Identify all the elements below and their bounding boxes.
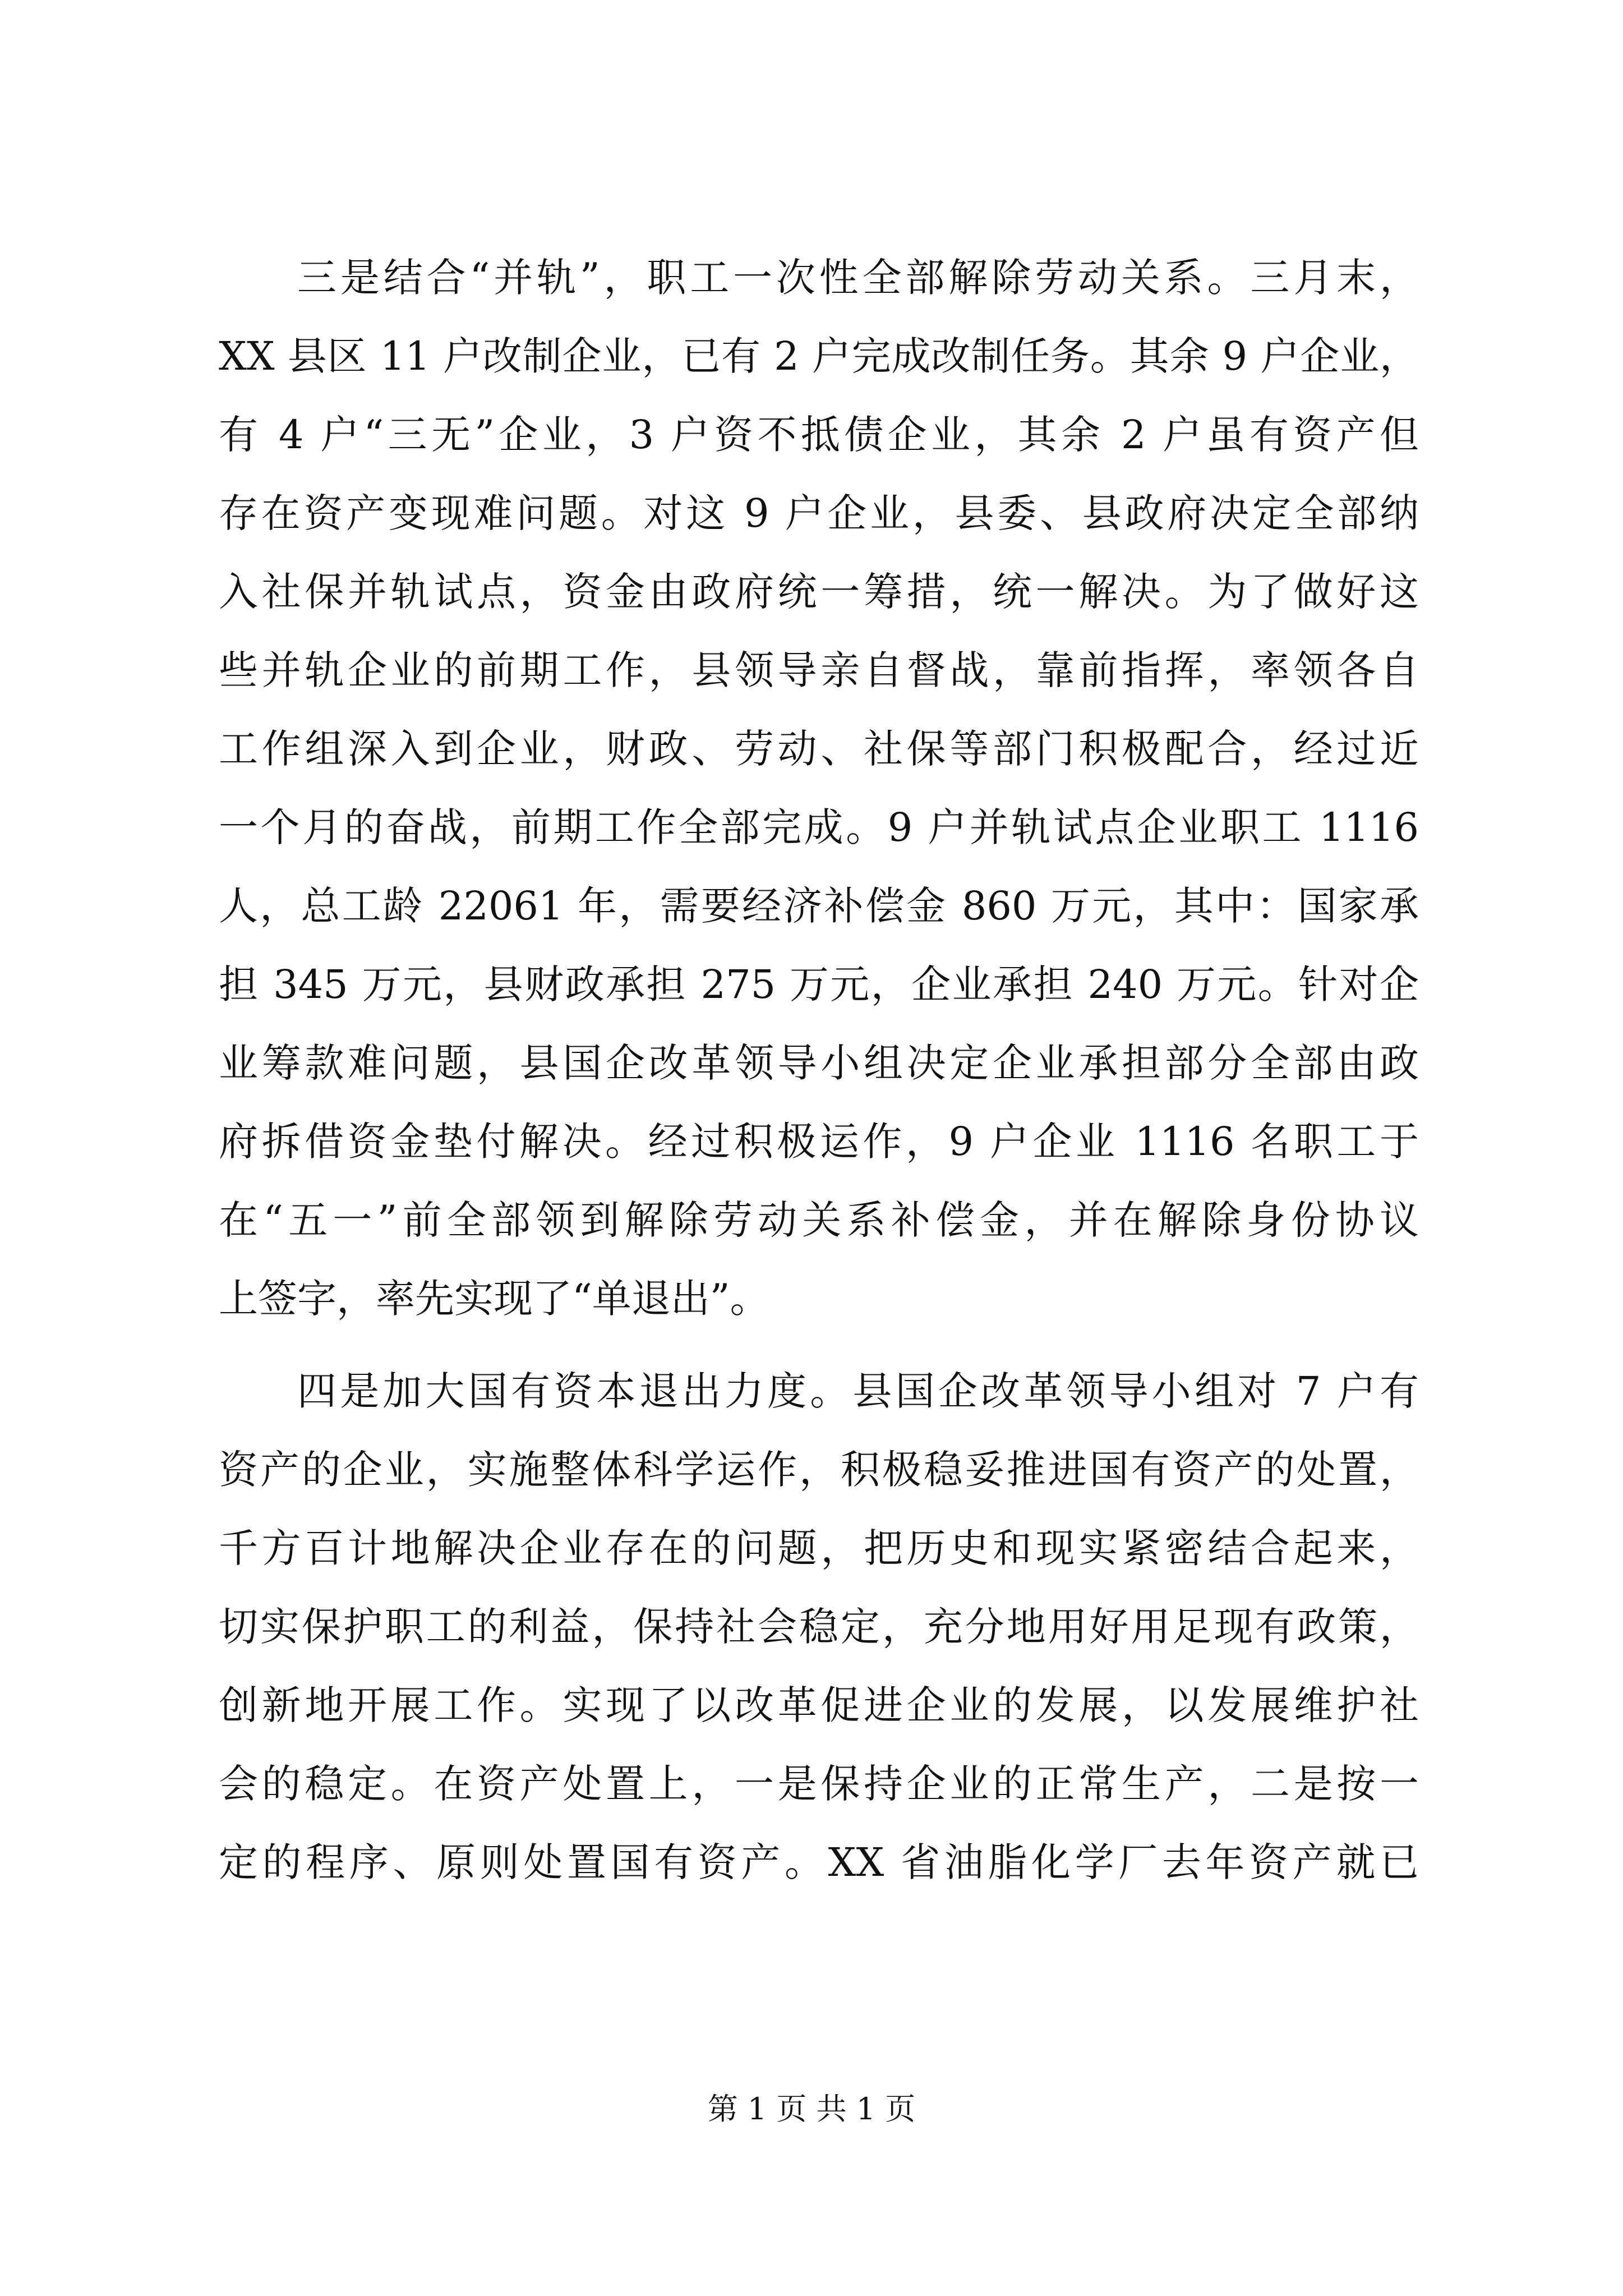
text-line: 业筹款难问题，县国企改革领导小组决定企业承担部分全部由政: [219, 1040, 1419, 1086]
text-line: 定的程序、原则处置国有资产。XX 省油脂化学厂去年资产就已: [219, 1839, 1419, 1885]
text-line: 三是结合“并轨”，职工一次性全部解除劳动关系。三月末，: [297, 255, 1419, 301]
text-line: 千方百计地解决企业存在的问题，把历史和现实紧密结合起来，: [219, 1525, 1419, 1571]
text-line: 存在资产变现难问题。对这 9 户企业，县委、县政府决定全部纳: [219, 490, 1419, 536]
text-line: 人，总工龄 22061 年，需要经济补偿金 860 万元，其中：国家承: [219, 883, 1419, 929]
text-line: 切实保护职工的利益，保持社会稳定，充分地用好用足现有政策，: [219, 1604, 1419, 1650]
text-line: 担 345 万元，县财政承担 275 万元，企业承担 240 万元。针对企: [219, 961, 1419, 1007]
text-line: 一个月的奋战，前期工作全部完成。9 户并轨试点企业职工 1116: [219, 804, 1419, 850]
text-line: 会的稳定。在资产处置上，一是保持企业的正常生产，二是按一: [219, 1761, 1419, 1807]
text-line: 些并轨企业的前期工作，县领导亲自督战，靠前指挥，率领各自: [219, 647, 1419, 693]
text-line: XX 县区 11 户改制企业，已有 2 户完成改制任务。其余 9 户企业，: [219, 333, 1419, 379]
page-footer: 第 1 页 共 1 页: [707, 2091, 916, 2127]
text-line: 四是加大国有资本退出力度。县国企改革领导小组对 7 户有: [297, 1368, 1419, 1414]
text-line: 上签字，率先实现了“单退出”。: [219, 1276, 769, 1322]
text-line: 有 4 户“三无”企业，3 户资不抵债企业，其余 2 户虽有资产但: [219, 412, 1419, 458]
text-line: 府拆借资金垫付解决。经过积极运作，9 户企业 1116 名职工于: [219, 1119, 1419, 1165]
text-line: 工作组深入到企业，财政、劳动、社保等部门积极配合，经过近: [219, 726, 1419, 772]
text-line: 资产的企业，实施整体科学运作，积极稳妥推进国有资产的处置，: [219, 1447, 1419, 1493]
text-line: 入社保并轨试点，资金由政府统一筹措，统一解决。为了做好这: [219, 569, 1419, 615]
text-line: 在“五一”前全部领到解除劳动关系补偿金，并在解除身份协议: [219, 1197, 1419, 1243]
text-line: 创新地开展工作。实现了以改革促进企业的发展，以发展维护社: [219, 1682, 1419, 1728]
